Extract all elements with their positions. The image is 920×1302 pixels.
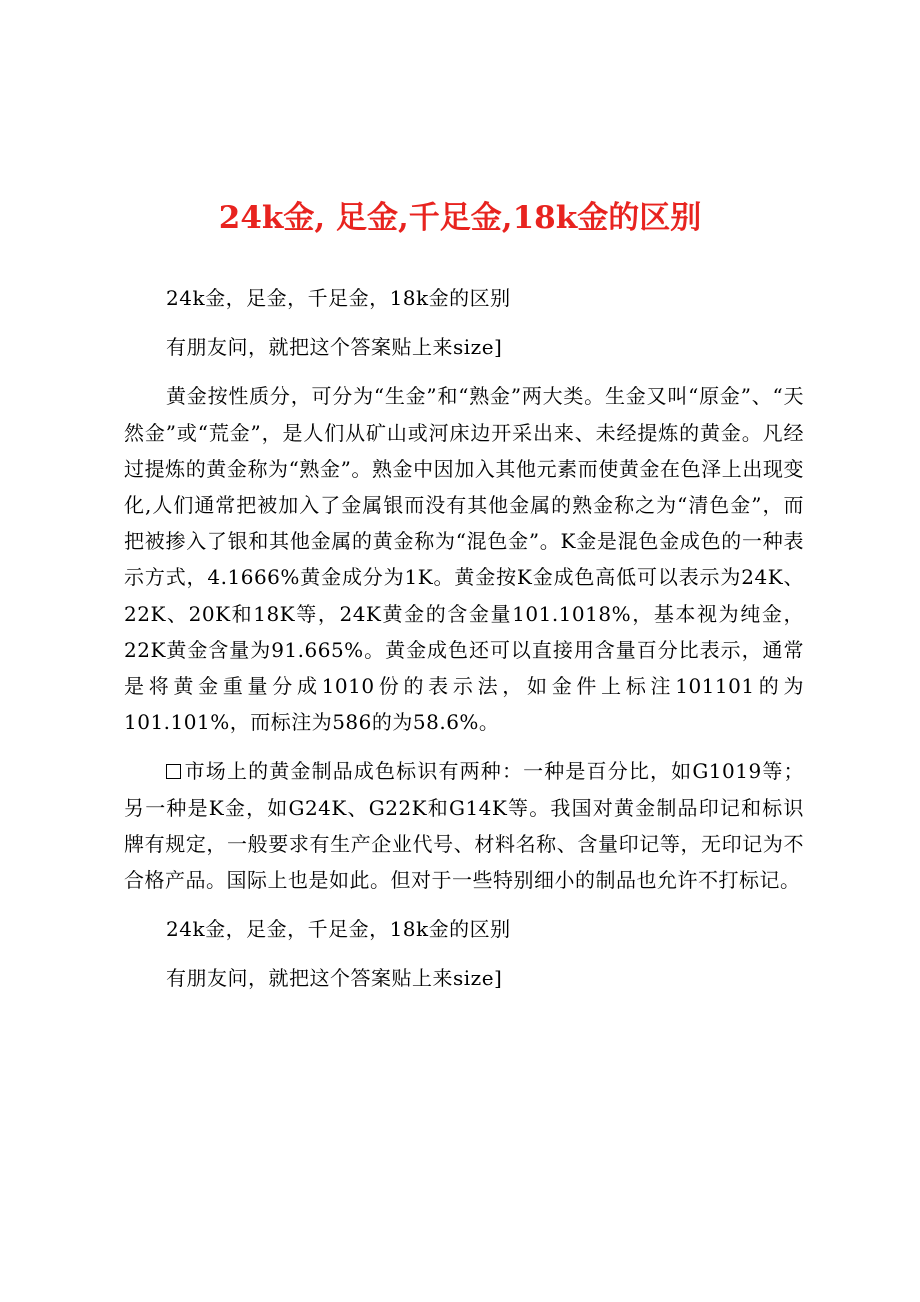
paragraph-subtitle-repeat: 24k金，足金，千足金，18k金的区别: [166, 917, 511, 942]
square-box-icon: [166, 764, 181, 779]
document-title: 24k金, 足金,千足金,18k金的区别: [218, 200, 702, 236]
paragraph-subtitle: 24k金，足金，千足金，18k金的区别: [166, 286, 511, 310]
paragraph-gold-classification: 黄金按性质分，可分为“生金”和“熟金”两大类。生金又叫“原金”、“天然金”或“荒金”，是人们从矿山或河床边开采出来、未经提炼的黄金。凡经过提炼的黄金称为“熟金”。熟金中因加入其他元素而使黄金在色泽上出现变化,人们通常把被加入了金属银而没有其他金属的熟金称之为“清色金”，而把被掺入了银和其他金属的黄金称为“混色金”。K金是混色金成色的一种表示方式，4.1666%黄金成分为1K。黄金按K金成色高低可以表示为24K、22K、20K和18K等，24K黄金的含金量101.1018%，基本视为纯金，22K黄金含量为91.665%。黄金成色还可以直接用含量百分比表示，通常是将黄金重量分成1010份的表示法，如金件上标注101101的为101.101%，而标注为586的为58.6%。: [124, 384, 804, 735]
paragraph-market-marking-text: 市场上的黄金制品成色标识有两种：一种是百分比，如G1019等；另一种是K金，如G24K、G22K和G14K等。我国对黄金制品印记和标识牌有规定，一般要求有生产企业代号、材料名称、含量印记等，无印记为不合格产品。国际上也是如此。但对于一些特别细小的制品也允许不打标记。: [124, 759, 804, 893]
paragraph-market-marking: [124, 753, 804, 898]
paragraph-intro-repeat: 有朋友问，就把这个答案贴上来size]: [166, 966, 503, 991]
document-body: [124, 280, 804, 1010]
paragraph-intro: 有朋友问，就把这个答案贴上来size]: [166, 335, 503, 360]
